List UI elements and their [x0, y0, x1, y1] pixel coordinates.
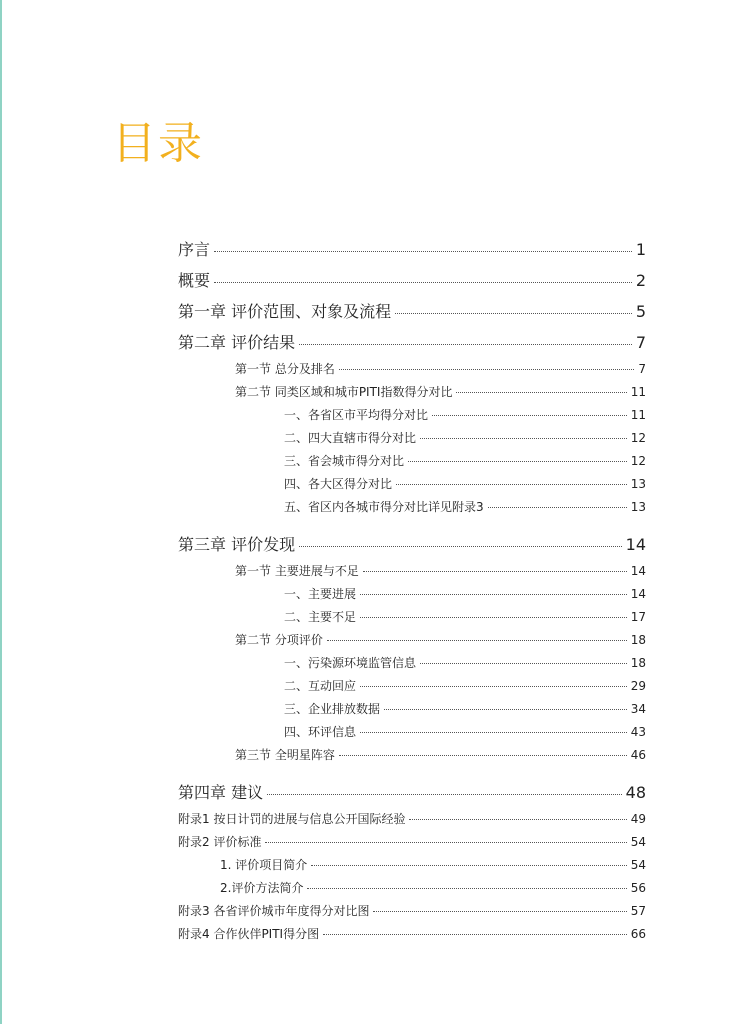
toc-entry[interactable] [178, 381, 646, 404]
toc-entry[interactable] [178, 583, 646, 606]
toc-leader-dots [395, 313, 632, 314]
toc-entry[interactable] [178, 265, 646, 296]
toc-entry-page: 14 [630, 587, 646, 601]
toc-entry-label: 第二节 分项评价 [235, 633, 323, 647]
toc-entry-label: 第一节 总分及排名 [235, 362, 335, 376]
toc-leader-dots [299, 546, 622, 547]
toc-leader-dots [311, 865, 626, 866]
toc-entry[interactable] [178, 900, 646, 923]
toc-entry[interactable] [178, 698, 646, 721]
toc-leader-dots [360, 594, 627, 595]
toc-entry-label: 1. 评价项目简介 [220, 858, 308, 872]
toc-leader-dots [265, 842, 626, 843]
toc-entry-page: 49 [630, 812, 646, 826]
toc-entry[interactable] [178, 854, 646, 877]
toc-entry-page: 29 [630, 679, 646, 693]
toc-entry-label: 二、互动回应 [284, 679, 357, 693]
toc-entry-label: 第四章 建议 [178, 783, 264, 802]
toc-entry-label: 附录4 合作伙伴PITI得分图 [178, 927, 320, 941]
toc-entry-page: 2 [635, 271, 646, 290]
toc-leader-dots [420, 438, 627, 439]
toc-entry-label: 一、主要进展 [284, 587, 357, 601]
toc-entry-label: 一、各省区市平均得分对比 [284, 408, 429, 422]
toc-entry-page: 13 [630, 500, 646, 514]
toc-entry-label: 二、主要不足 [284, 610, 357, 624]
toc-entry[interactable] [178, 629, 646, 652]
toc-entry-page: 14 [625, 535, 646, 554]
toc-entry-page: 17 [630, 610, 646, 624]
toc-leader-dots [420, 663, 627, 664]
toc-entry-label: 附录1 按日计罚的进展与信息公开国际经验 [178, 812, 406, 826]
toc-entry-page: 18 [630, 633, 646, 647]
toc-leader-dots [373, 911, 626, 912]
toc-entry-page: 66 [630, 927, 646, 941]
toc-entry-page: 13 [630, 477, 646, 491]
toc-leader-dots [214, 251, 632, 252]
toc-entry[interactable] [178, 234, 646, 265]
toc-entry-page: 5 [635, 302, 646, 321]
toc-leader-dots [409, 819, 626, 820]
toc-entry[interactable] [178, 831, 646, 854]
toc-entry-label: 第三章 评价发现 [178, 535, 296, 554]
toc-entry-label: 二、四大直辖市得分对比 [284, 431, 417, 445]
toc-entry[interactable] [178, 606, 646, 629]
toc-entry[interactable] [178, 358, 646, 381]
toc-leader-dots [339, 755, 627, 756]
toc-entry-page: 43 [630, 725, 646, 739]
toc-entry-label: 第一节 主要进展与不足 [235, 564, 359, 578]
toc-entry[interactable] [178, 808, 646, 831]
toc-entry-label: 一、污染源环境监管信息 [284, 656, 417, 670]
toc-entry[interactable] [178, 560, 646, 583]
toc-entry-label: 第三节 全明星阵容 [235, 748, 335, 762]
toc-leader-dots [432, 415, 627, 416]
toc-entry-page: 34 [630, 702, 646, 716]
toc-entry-page: 14 [630, 564, 646, 578]
toc-entry[interactable] [178, 327, 646, 358]
toc-leader-dots [214, 282, 632, 283]
toc-leader-dots [456, 392, 626, 393]
toc-entry-page: 11 [630, 385, 646, 399]
toc-leader-dots [323, 934, 627, 935]
toc-leader-dots [327, 640, 627, 641]
toc-entry[interactable] [178, 529, 646, 560]
toc-entry-page: 12 [630, 454, 646, 468]
toc-leader-dots [339, 369, 635, 370]
table-of-contents [178, 234, 646, 946]
toc-entry[interactable] [178, 777, 646, 808]
toc-entry-label: 第一章 评价范围、对象及流程 [178, 302, 392, 321]
toc-entry-label: 序言 [178, 240, 211, 259]
toc-entry-label: 附录2 评价标准 [178, 835, 262, 849]
toc-entry-page: 48 [625, 783, 646, 802]
toc-entry[interactable] [178, 877, 646, 900]
toc-entry[interactable] [178, 296, 646, 327]
toc-leader-dots [488, 507, 627, 508]
toc-entry-page: 7 [635, 333, 646, 352]
toc-entry-page: 18 [630, 656, 646, 670]
toc-entry[interactable] [178, 473, 646, 496]
toc-entry-page: 54 [630, 858, 646, 872]
page-edge-line [0, 0, 2, 1024]
toc-entry-page: 56 [630, 881, 646, 895]
toc-leader-dots [396, 484, 627, 485]
toc-entry[interactable] [178, 404, 646, 427]
toc-entry-label: 第二节 同类区域和城市PITI指数得分对比 [235, 385, 453, 399]
toc-entry-label: 四、各大区得分对比 [284, 477, 393, 491]
toc-entry-label: 三、省会城市得分对比 [284, 454, 405, 468]
toc-leader-dots [307, 888, 626, 889]
toc-entry-page: 57 [630, 904, 646, 918]
toc-entry-label: 附录3 各省评价城市年度得分对比图 [178, 904, 370, 918]
toc-entry-label: 第二章 评价结果 [178, 333, 296, 352]
toc-entry-page: 12 [630, 431, 646, 445]
toc-entry[interactable] [178, 721, 646, 744]
toc-entry-page: 11 [630, 408, 646, 422]
toc-entry-label: 四、环评信息 [284, 725, 357, 739]
toc-leader-dots [408, 461, 627, 462]
toc-leader-dots [360, 686, 627, 687]
toc-entry[interactable] [178, 427, 646, 450]
toc-entry[interactable] [178, 923, 646, 946]
toc-entry-page: 54 [630, 835, 646, 849]
toc-entry-label: 三、企业排放数据 [284, 702, 381, 716]
toc-leader-dots [299, 344, 632, 345]
toc-leader-dots [267, 794, 622, 795]
toc-leader-dots [360, 732, 627, 733]
toc-leader-dots [360, 617, 627, 618]
page-title: 目录 [112, 118, 204, 169]
toc-entry-page: 1 [635, 240, 646, 259]
toc-entry[interactable] [178, 652, 646, 675]
toc-entry-page: 46 [630, 748, 646, 762]
toc-entry-page: 7 [638, 362, 646, 376]
toc-leader-dots [384, 709, 627, 710]
toc-entry-label: 五、省区内各城市得分对比详见附录3 [284, 500, 484, 514]
toc-leader-dots [363, 571, 627, 572]
toc-entry[interactable] [178, 675, 646, 698]
toc-entry[interactable] [178, 450, 646, 473]
toc-entry[interactable] [178, 496, 646, 519]
toc-entry-label: 2.评价方法简介 [220, 881, 304, 895]
toc-entry[interactable] [178, 744, 646, 767]
toc-entry-label: 概要 [178, 271, 211, 290]
